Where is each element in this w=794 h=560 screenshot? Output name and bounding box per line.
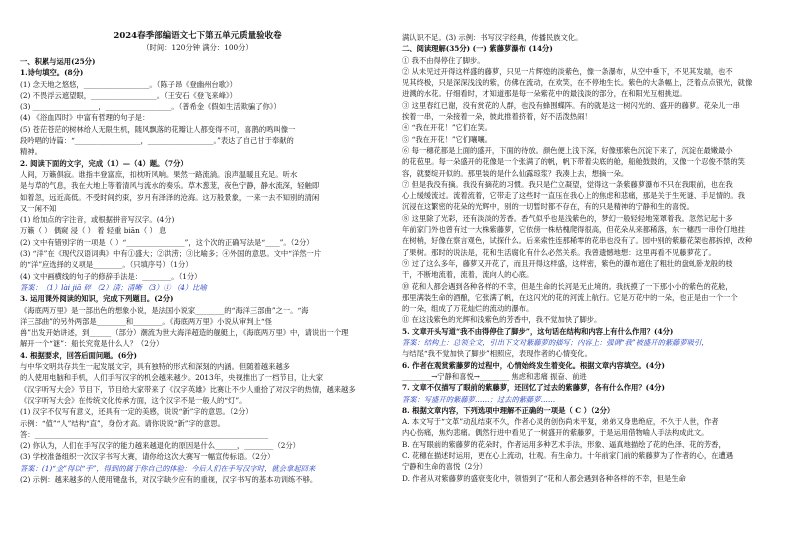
left-line: (2) 文中有错别字的一项是（ ）“________________”，这个次的正确写法是“____”。（2分） (20, 237, 314, 247)
left-line: 兽”出发开始讲述，到______（部分）潮流为世大海洋超造的舰艇上，《海底两万里》中，请说出一个理 (20, 328, 349, 338)
right-line: 二、阅读理解(35分) (一) 紫藤萝瀑布 (14分) (402, 44, 553, 54)
right-line: C. 花穗在描述时运用，更在心上流动，壮观。有生命力。十年前家门前的紫藤萝为了作者的心，在遭遇 (402, 450, 734, 460)
right-line: ③ 这里春红已谢，没有赏花的人群，也没有蜂围蝶阵。有的就是这一树闪光的、盛开的藤萝。花朵儿一串 (402, 100, 740, 110)
left-line: 精神。 (20, 147, 42, 157)
right-line: ⑤ “我在开花！”它们嚷嚷。 (402, 134, 493, 144)
right-line: ② 从未见过开得这样盛的藤萝，只见一片辉煌的淡紫色，像一条瀑布，从空中垂下，不见其发端，也不 (402, 66, 733, 76)
right-line: 8. 根据文章内容，下列选项中理解不正确的一项是（ C ）（2分） (402, 405, 615, 415)
left-line: 答案：(1)“金”得以“手”，得到的属于你自己的体验：今后人们在手写汉字时，就会拿起回来 (20, 463, 316, 473)
left-line: 的“洋”应选择的义项是________。（只填序号）（1分） (20, 260, 193, 270)
left-line: 答：________________________________________________________________ (20, 429, 269, 439)
right-line: 7. 文章不仅描写了眼前的紫藤萝，还回忆了过去的紫藤萝，各有什么作用？(4分) (402, 383, 665, 393)
left-line: 答案：（1）lài jiā 碎 （2）清；清晰 （3）① （4）比喻 (20, 282, 207, 292)
left-line: 洋三部曲”的另外两部是________和________。《海底两万里》小说从审判上“怪 (20, 316, 272, 326)
left-line: (2) 不畏浮云遮望眼，__________________。（王安石《登飞来峰》） (20, 90, 237, 100)
right-line: 答案：结构上：总领全文，引出下文对紫藤萝的描写；内容上：强调“我”被盛开的紫藤萝吸引， (402, 338, 709, 348)
left-line: (3) “洋”在《现代汉语词典》中有①盛大；②洪涝；③比喻多；④外国的意思。文中“洋然一片 (20, 249, 322, 259)
left-line: 1.诗句填空。(8分) (20, 68, 84, 78)
right-line: 干，不断地流着，流着，流向人的心底。 (402, 270, 534, 280)
left-line: 4. 根据要求，回答后面问题。(6分) (20, 350, 137, 360)
left-line: (2) 示例：越来越多的人使用键盘书，对汉字缺少应有的重视，汉字书写的基本功训练不够。 (20, 474, 318, 484)
left-line: 又一闲不知 (20, 203, 57, 213)
left-line: (3) 学校准备组织一次汉字书写大赛，请你给这次大赛写一幅宣传标语。（2分） (20, 452, 275, 462)
right-line: 5. 文章开头写道“我不由得停住了脚步”，这句话在结构和内容上有什么作用？(4分) (402, 326, 674, 336)
right-line: ⑪ 在这浅紫色的光辉和浅紫色的芳香中，我不觉加快了脚步。 (402, 315, 602, 325)
right-line: ⑩ 花和人都会遇到各种各样的不幸，但是生命的长河是无止境的。我抚摸了一下那小小的紫色的花舱， (402, 281, 733, 291)
left-line: (2) 你认为，人们在手写汉字的能力越来越退化的原因是什么______，________（2分） (20, 441, 300, 451)
right-line: 了果树。那时的说法是，花和生活腐化有什么必然关系。我曾遗憾地想：这里再看不见藤萝花了。 (402, 247, 716, 257)
right-line: ________→宁静和喜悦→________ 焦虑和悲痛 振奋、前进 (402, 371, 587, 381)
right-line: 答案：写盛开的紫藤萝……；过去的紫藤萝…… (402, 394, 556, 404)
left-line: 一、积累与运用(25分) (20, 57, 96, 66)
right-line: 心上缓缓流过。流着流着，它带走了这些时一直压在我心上的焦虑和悲痛，那是关于生死谜、手足情的。我 (402, 191, 745, 201)
right-line: 满认识不足。(3) 示例：书写汉字经典，传播民族文化。 (402, 33, 583, 42)
right-line: ⑨ 过了这么多年，藤萝又开花了，而且开得这样盛，这样密，紫色的瀑布遮住了粗壮的盘虬卧龙般的枝 (402, 258, 733, 268)
right-line: 挨着一串，一朵接着一朵，彼此推着挤着，好不活泼热闹！ (402, 112, 592, 122)
right-line: 沉浸在这繁密的花朵的光辉中，别的一切暂时都不存在，有的只是精神的宁静和生的喜悦。 (402, 202, 694, 212)
right-line: 容，就要绽开似的。那里装的是什么仙露琼浆？我凑上去，想摘一朵。 (402, 168, 629, 178)
right-line: ⑦ 但是我没有摘。我没有摘花的习惯。我只是伫立凝望，觉得这一条紫藤萝瀑布不只在我眼前，也在我 (402, 179, 733, 189)
right-line: ⑧ 这里除了光彩，还有淡淡的芳香。香气似乎也是浅紫色的，梦幻一般轻轻地笼罩着我。忽然记起十多 (402, 213, 733, 223)
left-line: 示例：“值”“人”结构“直”，身份才高。请你说说“新”字的意思。 (20, 418, 225, 428)
left-line: (1) 汉字不仅写有意义，还具有一定的美感，说说“新”字的意思。（2分） (20, 407, 253, 417)
left-line: 与中华文明共存共生一起发展文字，具有独特的形式和深刻的内涵。但随着越来越多 (20, 362, 290, 372)
right-line: 的花苞里。每一朵盛开的花像是一个张满了的帆，帆下带着尖底的舱，船舱鼓鼓的，又像一个忍俊不禁的笑 (402, 157, 745, 167)
left-line: 如着忽，远近高低。不受时间约束，岁月有泽泽的沧海。这万般景象，一来一去不知别的清闲 (20, 192, 320, 202)
left-line: (4) 文中画横线的句子的修辞手法是：________。（1分） (20, 271, 202, 281)
right-line: 年前家门外也曾有过一大株紫藤萝，它依傍一株枯槐爬得很高，但花朵从来都稀落，东一穗西一串伶仃地挂 (402, 225, 745, 235)
left-line: 万籁（ ） 偶窥 浸（ ） 着 轻重 biān（ ） 息 (20, 226, 167, 236)
left-line: 《汉字听写大会》节目下，节目给大家带来了《汉字英雄》比赛让不少人重拾了对汉字的热情，越来越多 (20, 384, 356, 394)
right-line: 那里满装生命的酒酿，它张满了帆，在这闪光的花的河流上航行。它是万花中的一朵，也正是由一个一个 (402, 292, 738, 302)
left-line: (1) 念天地之悠悠，__________________。（陈子昂《登幽州台歌》） (20, 79, 237, 89)
right-line: 的一朵，组成了万花灿烂的流动的瀑布。 (402, 304, 534, 314)
paper-title: 2024春季部编语文七下第五单元质量验收卷 (113, 31, 282, 41)
left-line: (3) __________________，__________________。（普希金《假如生活欺骗了你》） (20, 102, 281, 112)
right-line: 宁静和生命的喜悦（2分） (402, 462, 487, 472)
right-line: 见其终极，只是深深浅浅的紫，仿佛在流动，在欢笑，在不停地生长。紫色的大条幅上，泛着点点银光，就像 (402, 78, 753, 88)
left-line: (1) 给加点的字注音，或根据拼音写汉字。(4分) (20, 215, 175, 225)
left-line: 是与草的气息，我在大地上等着清风与流水的奏乐。草木葱茏，夜色宁静，静水流深，轻触即 (20, 181, 320, 191)
right-line: 6. 作者在观赏紫藤萝的过程中，心情始终发生着变化。根据文章内容填空。(4分) (402, 360, 665, 370)
left-line: 《海底两万里》是一部出色的想象小说，是法国小说家________的“海洋三部曲”之一。“海 (20, 305, 309, 315)
left-column (20, 56, 375, 485)
right-line: ⑥ 每一穗花都是上面的盛开，下面的待放。颜色便上浅下深，好像那紫色沉淀下来了，沉淀在最嫩最小 (402, 145, 733, 155)
left-line: 《汉字听写大会》在传统文化传承方面，这个汉字不是一般人的“灯”。 (20, 395, 247, 405)
left-line: (4) 《浴血四时》中富有哲理的句子是： (20, 113, 150, 123)
right-line: B. 在写眼前的紫藤萝的花朵时，作者运用多种艺术手法，形象、逼真地描绘了花的色泽、花的芳香， (402, 439, 726, 449)
right-line: D. 作者从对紫藤萝的盛衰变化中，领悟到了“花和人都会遇到各种各样的不幸，但是生命 (402, 473, 686, 483)
left-line: 3. 运用课外阅读的知识，完成下列题目。(2分) (20, 294, 174, 304)
left-line: 段吟唱的诗篇：“__________________，__________________。”表达了自己甘于奉献的 (20, 136, 294, 146)
right-line: A. 本文写于“文革”动乱结束不久，作者心灵的创伤尚未平复，弟弟又身患绝症，不久于人世，作者 (402, 417, 719, 427)
right-line: ④ “我在开花！”它们在笑。 (402, 123, 493, 133)
paper-subtitle: （时间：120分钟 满分：100分） (142, 43, 253, 52)
right-line: 迸溅的水花。仔细看时，才知道那是每一朵紫花中的最浅淡的部分，在和阳光互相挑逗。 (402, 89, 687, 99)
left-line: 人间，万籁俱寂。谁指丰登富庶，扣枕听风响。果然一路流淌。浪声温暖且充足。听水 (20, 169, 298, 179)
right-line: 在树梢，好像在察言观色，试探什么。后来索性连那稀零的花串也没有了。园中别的紫藤花架也都拆掉，改种 (402, 236, 753, 246)
right-column (402, 32, 774, 484)
left-line: 的人使用电脑和手机，人们手写汉字的机会越来越少。2013年，央视推出了一档节目，让大家 (20, 373, 324, 383)
right-line: 内心伤痛，焦灼悲痛。偶然行进中看见了一树盛开的紫藤萝，于是运用借物喻人手法构成此文。 (402, 428, 709, 438)
right-line: 与结尾“我不觉加快了脚步”相照应，表现作者的心情变化。 (402, 349, 592, 359)
left-line: 2. 阅读下面的文字，完成（1）—（4）题。（7分） (20, 158, 188, 168)
left-line: (5) 苍茫苍茫的树林给人无限生机，随风飘落的花瓣让人都变得不可，喜鹊的鸣叫像一 (20, 124, 296, 134)
right-line: ① 我不由得停住了脚步。 (402, 55, 485, 65)
left-line: 解开一个“谜”：船长究竟是什么人？（2分） (20, 339, 164, 349)
